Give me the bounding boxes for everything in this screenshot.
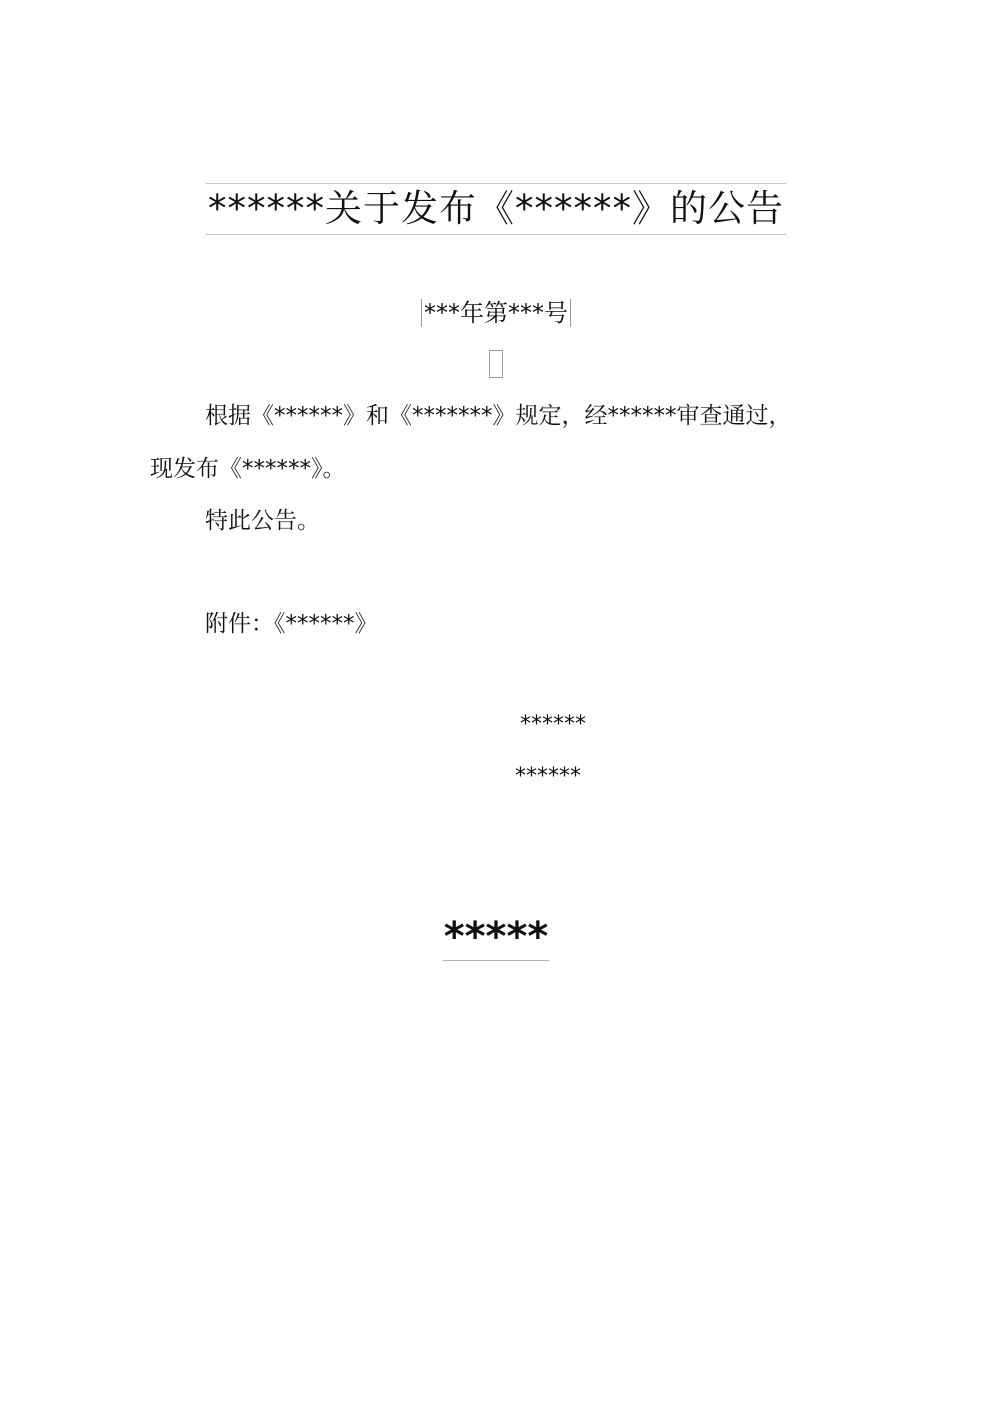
footer-mark-text: *****: [443, 914, 549, 960]
closing-statement: 特此公告。: [205, 508, 320, 534]
issuer-signature: ******: [520, 712, 586, 737]
attachment-line: 附件：《******》: [205, 611, 378, 637]
footer-mark: [0, 915, 992, 959]
announcement-title: [0, 183, 992, 235]
document-number: [0, 296, 992, 330]
text-cursor-placeholder: [489, 350, 503, 378]
document-number-text: ***年第***号: [421, 299, 571, 327]
issue-date: ******: [515, 764, 581, 789]
body-paragraph-line-1: 根据《******》和《*******》规定，经******审查通过，: [205, 403, 792, 429]
title-text: ******关于发布《******》的公告: [206, 183, 786, 235]
body-paragraph-line-2: 现发布《******》。: [150, 456, 346, 482]
